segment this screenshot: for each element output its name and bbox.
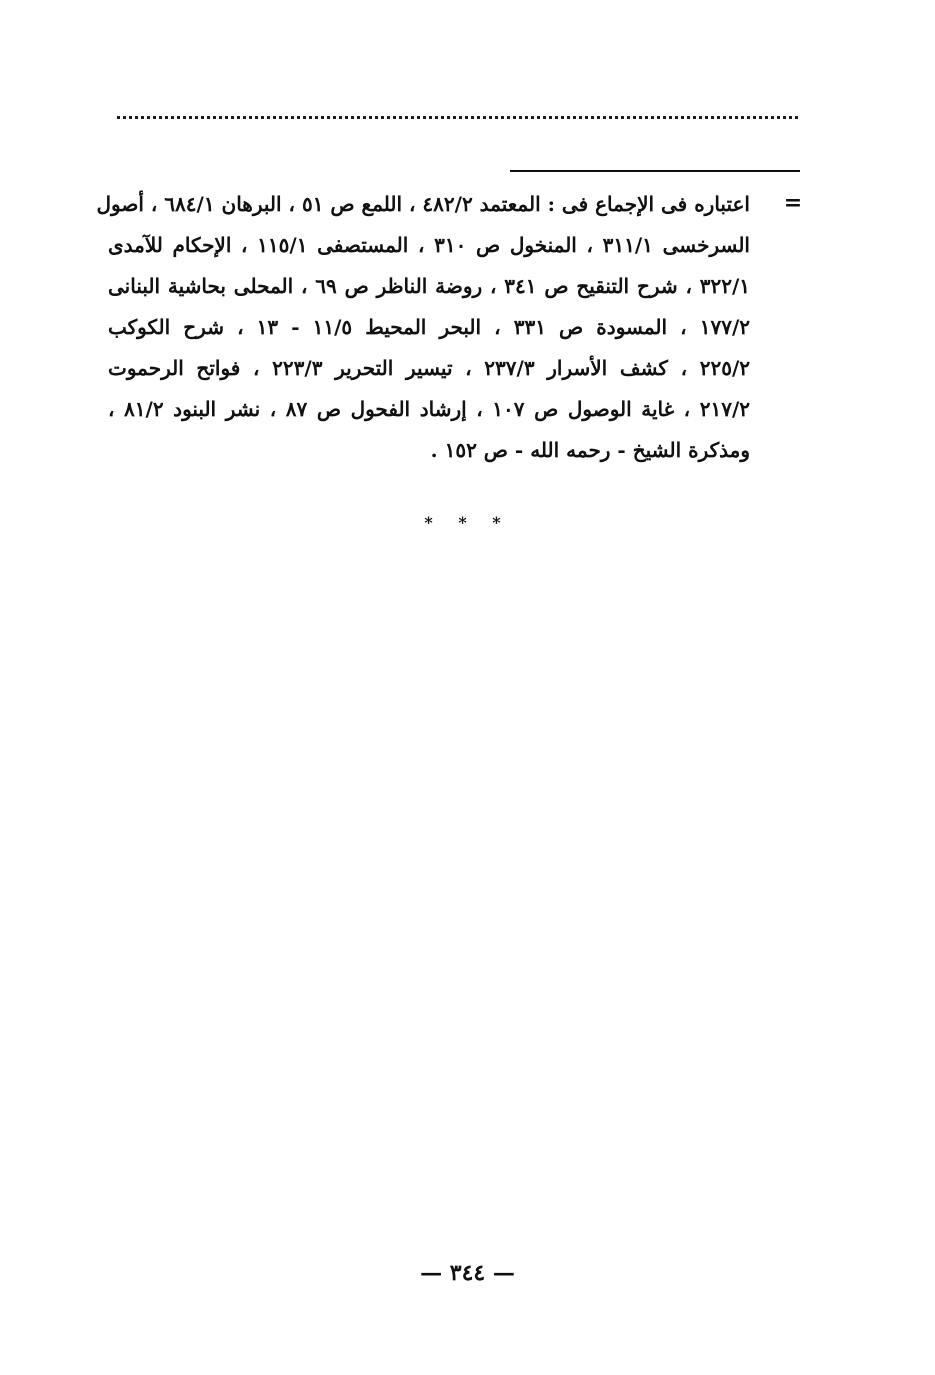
footnote-line: ١٧٧/٢ ، المسودة ص ٣٣١ ، البحر المحيط ١١/٥ - ١٣ ، شرح الكوكب — [108, 315, 750, 339]
footnote-line: ٢٢٥/٢ ، كشف الأسرار ٢٣٧/٣ ، تيسير التحرير ٢٢٣/٣ ، فواتح الرحموت — [108, 356, 751, 380]
footnote-line: ومذكرة الشيخ - رحمه الله - ص ١٥٢ . — [430, 438, 750, 462]
page-number: — ٣٤٤ — — [420, 1260, 515, 1286]
footnote-line: ٢١٧/٢ ، غاية الوصول ص ١٠٧ ، إرشاد الفحول ص ٨٧ ، نشر البنود ٨١/٢ ، — [108, 397, 750, 421]
footnote-line: السرخسى ٣١١/١ ، المنخول ص ٣١٠ ، المستصفى ١١٥/١ ، الإحكام للآمدى — [108, 233, 750, 257]
section-separator: * * * — [424, 513, 511, 532]
footnote-rule — [510, 170, 800, 172]
footnote-text — [96, 184, 751, 471]
footnote-line: ٣٢٢/١ ، شرح التنقيح ص ٣٤١ ، روضة الناظر ص ٦٩ ، المحلى بحاشية البنانى — [108, 274, 751, 298]
footnote-line: اعتباره فى الإجماع فى : المعتمد ٤٨٢/٢ ، اللمع ص ٥١ ، البرهان ٦٨٤/١ ، أصول — [96, 192, 750, 216]
dotted-divider — [117, 116, 798, 119]
continuation-mark: = — [783, 190, 803, 216]
